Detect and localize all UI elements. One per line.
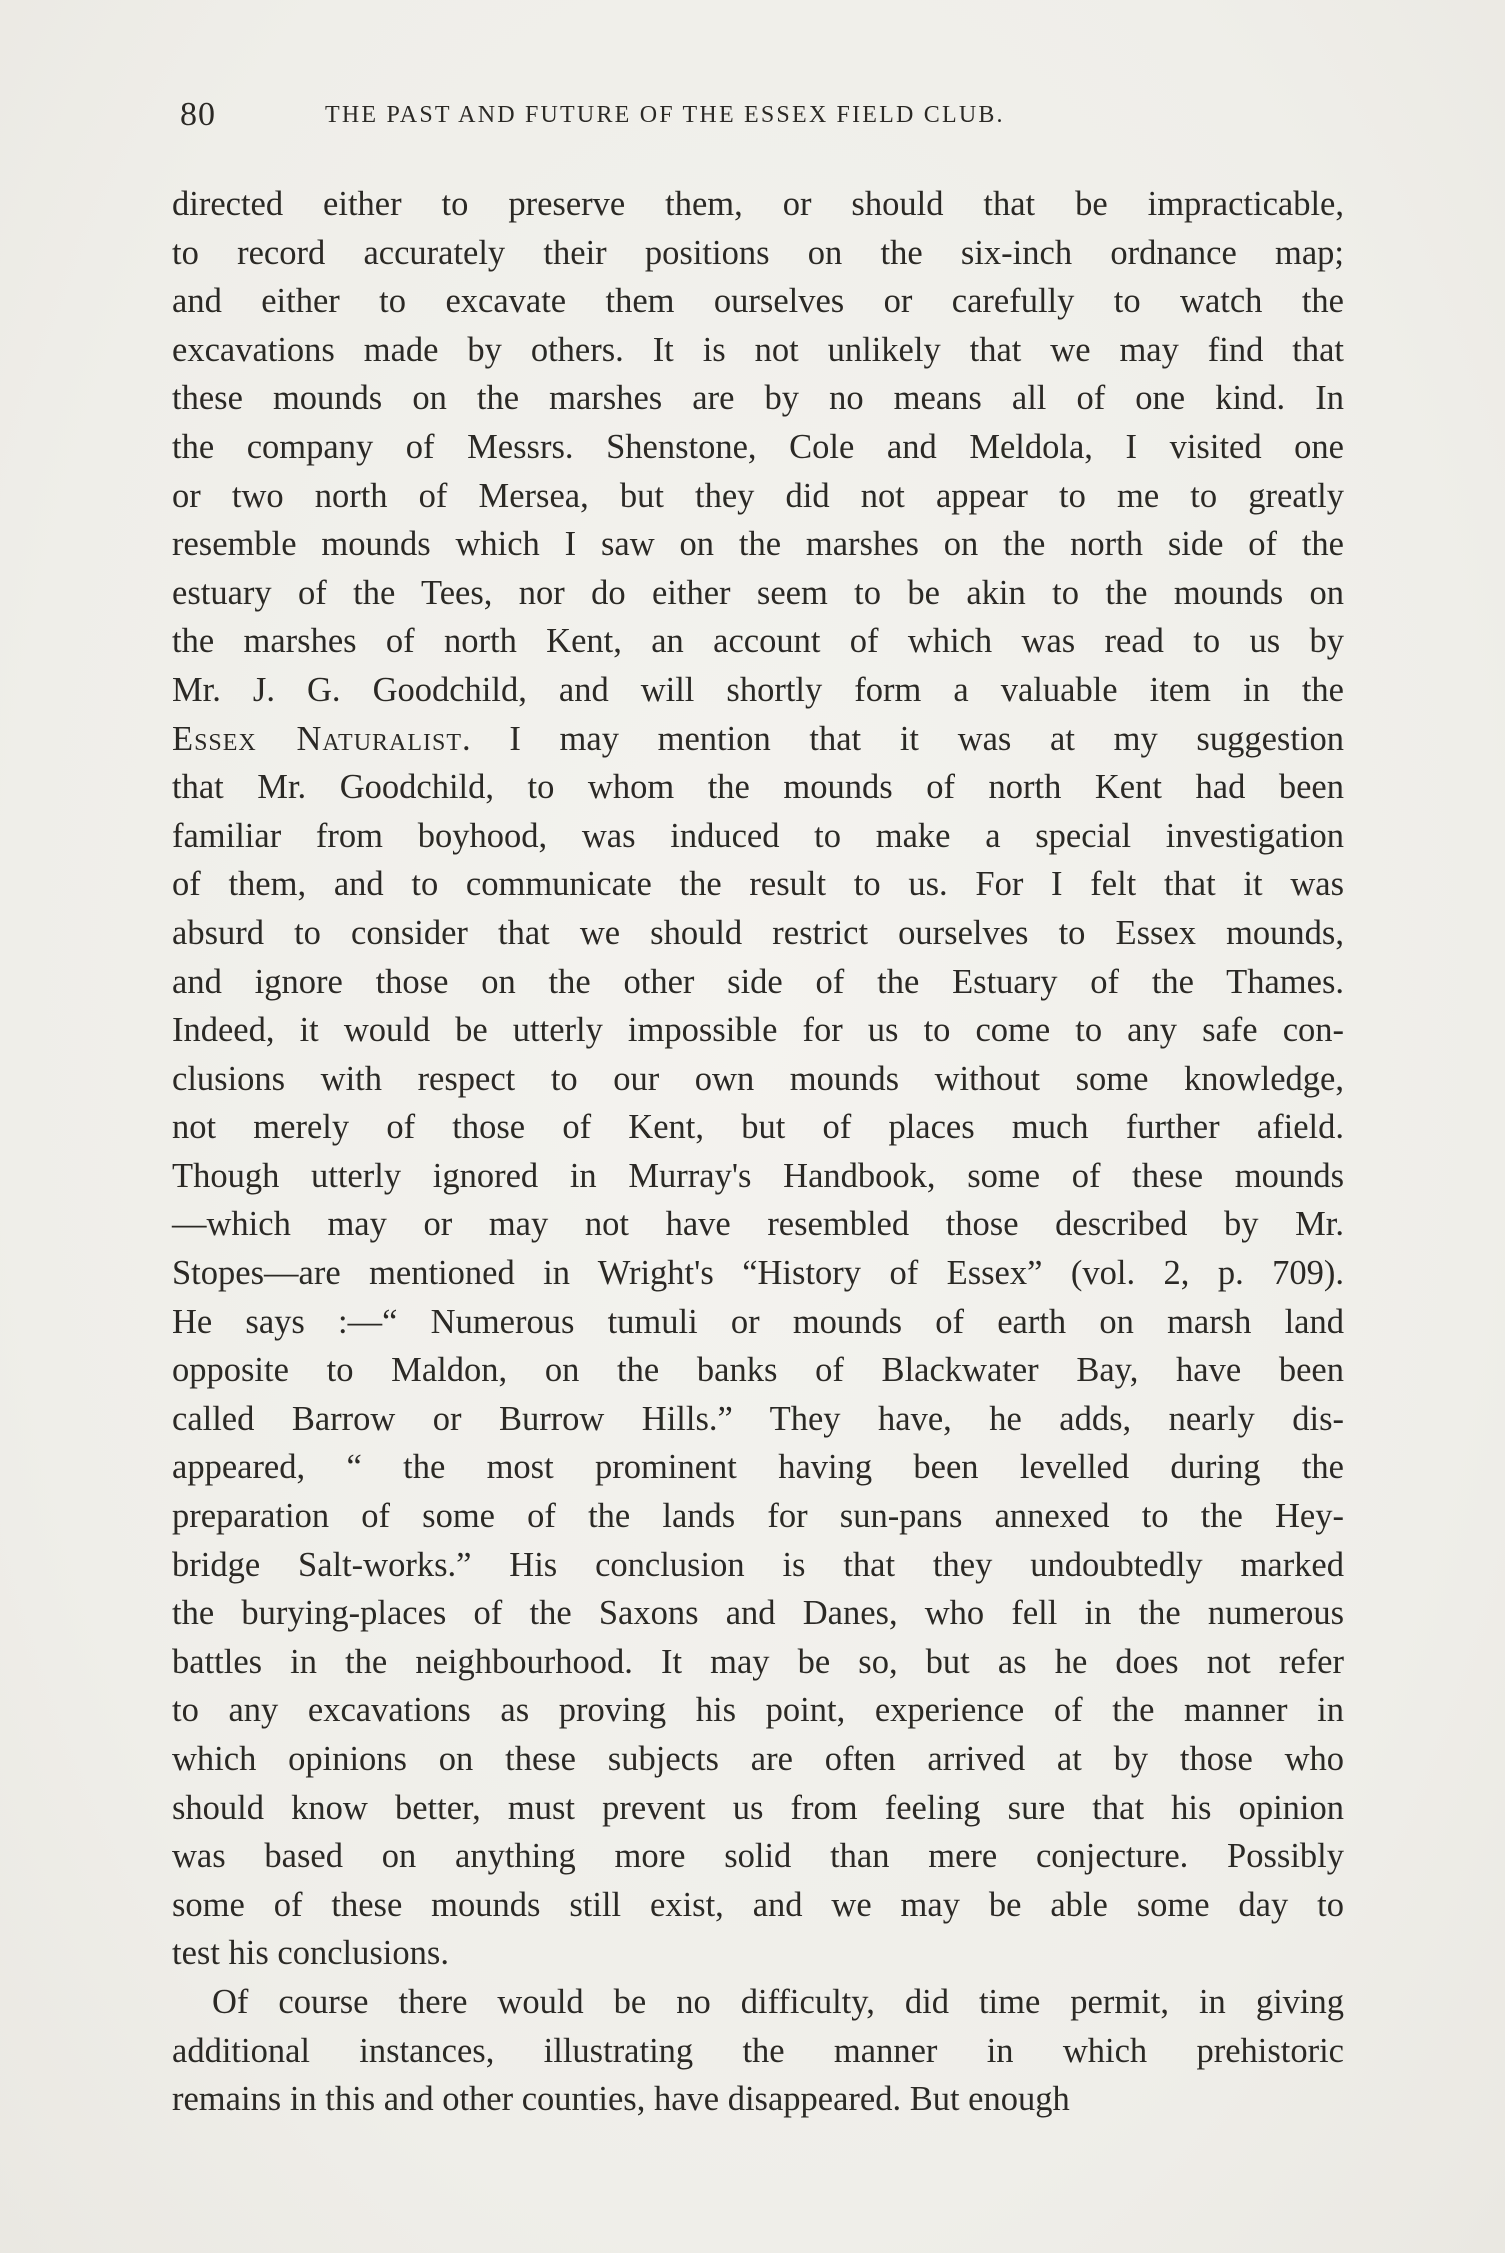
text-line: excavations made by others. It is not unlikely that we may find that xyxy=(172,330,1344,369)
journal-title: Essex Naturalist xyxy=(172,719,463,758)
page-header xyxy=(180,96,1340,136)
text-line: the marshes of north Kent, an account of which was read to us by xyxy=(172,622,1344,661)
paragraph xyxy=(172,1978,1344,2124)
text-line: and ignore those on the other side of the Estuary of the Thames. xyxy=(172,962,1344,1001)
text-line: not merely of those of Kent, but of places much further afield. xyxy=(172,1108,1344,1147)
text-line: battles in the neighbourhood. It may be so, but as he does not refer xyxy=(172,1642,1344,1681)
text-line: should know better, must prevent us from feeling sure that his opinion xyxy=(172,1788,1344,1827)
text-line: which opinions on these subjects are often arrived at by those who xyxy=(172,1740,1344,1778)
text-line: some of these mounds still exist, and we may be able some day to xyxy=(172,1885,1344,1924)
text-line: Of course there would be no difficulty, did time permit, in giving xyxy=(212,1982,1344,2021)
text-line: remains in this and other counties, have disappeared. But enough xyxy=(172,2080,1070,2119)
running-title: THE PAST AND FUTURE OF THE ESSEX FIELD CLUB. xyxy=(325,102,1005,128)
paragraph xyxy=(172,180,1344,1978)
text-line: appeared, “ the most prominent having been levelled during the xyxy=(172,1448,1344,1487)
text-line: Indeed, it would be utterly impossible for us to come to any safe con- xyxy=(172,1011,1344,1050)
text-line: —which may or may not have resembled those described by Mr. xyxy=(172,1205,1344,1244)
text-line: preparation of some of the lands for sun-pans annexed to the Hey- xyxy=(172,1497,1344,1536)
text-line: and either to excavate them ourselves or carefully to watch the xyxy=(172,282,1344,321)
text-line: or two north of Mersea, but they did not appear to me to greatly xyxy=(172,476,1344,515)
text-line: to record accurately their positions on the six-inch ordnance map; xyxy=(172,233,1344,272)
text-line: directed either to preserve them, or should that be impracticable, xyxy=(172,185,1344,223)
text-line: additional instances, illustrating the manner in which prehistoric xyxy=(172,2031,1344,2070)
text-line: absurd to consider that we should restrict ourselves to Essex mounds, xyxy=(172,913,1344,952)
text-line: that Mr. Goodchild, to whom the mounds of north Kent had been xyxy=(172,768,1344,807)
text-line: Essex Naturalist. I may mention that it was at my suggestion xyxy=(172,719,1344,758)
text-line: clusions with respect to our own mounds without some knowledge, xyxy=(172,1059,1344,1098)
page-number: 80 xyxy=(180,96,216,133)
text-line: Though utterly ignored in Murray's Handbook, some of these mounds xyxy=(172,1156,1344,1195)
text-line: Mr. J. G. Goodchild, and will shortly form a valuable item in the xyxy=(172,670,1344,709)
text-line: test his conclusions. xyxy=(172,1934,449,1973)
text-line: Stopes—are mentioned in Wright's “History of Essex” (vol. 2, p. 709). xyxy=(172,1254,1344,1293)
text-line: resemble mounds which I saw on the marshes on the north side of the xyxy=(172,525,1344,564)
text-line: opposite to Maldon, on the banks of Blackwater Bay, have been xyxy=(172,1351,1344,1390)
text-line: these mounds on the marshes are by no means all of one kind. In xyxy=(172,379,1344,418)
text-line: the burying-places of the Saxons and Danes, who fell in the numerous xyxy=(172,1594,1344,1633)
text-line: familiar from boyhood, was induced to make a special investigation xyxy=(172,816,1344,855)
text-line: was based on anything more solid than mere conjecture. Possibly xyxy=(172,1837,1344,1876)
text-line: estuary of the Tees, nor do either seem to be akin to the mounds on xyxy=(172,573,1344,612)
text-line: He says :—“ Numerous tumuli or mounds of earth on marsh land xyxy=(172,1302,1344,1341)
text-line: to any excavations as proving his point, experience of the manner in xyxy=(172,1691,1344,1730)
text-line: of them, and to communicate the result to us. For I felt that it was xyxy=(172,865,1344,904)
text-line: bridge Salt-works.” His conclusion is that they undoubtedly marked xyxy=(172,1545,1344,1584)
text-line: called Barrow or Burrow Hills.” They have, he adds, nearly dis- xyxy=(172,1399,1344,1438)
text-line: the company of Messrs. Shenstone, Cole and Meldola, I visited one xyxy=(172,427,1344,466)
body-text xyxy=(172,180,1344,2124)
